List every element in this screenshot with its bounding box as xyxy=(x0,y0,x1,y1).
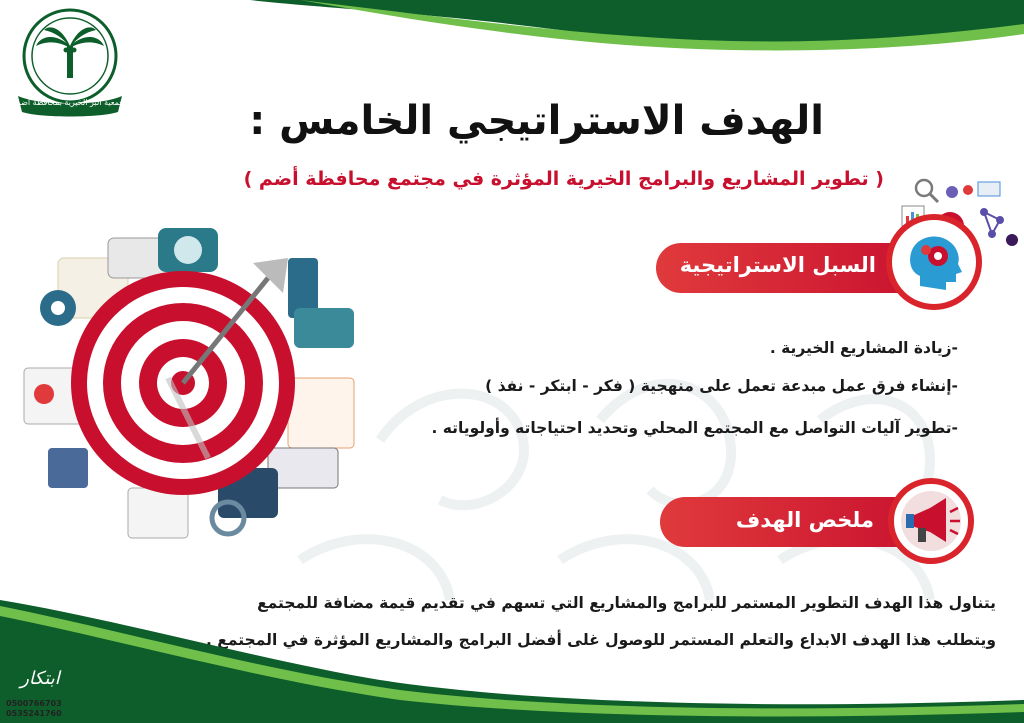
strategy-item: -تطوير آليات التواصل مع المجتمع المحلي وتحديد احتياجاته وأولوياته . xyxy=(431,419,958,437)
brand-signature: ابتكار xyxy=(20,668,60,689)
top-green-wave xyxy=(0,0,1024,60)
phone-number: 0535241760 xyxy=(6,709,62,718)
phone-number: 0500766703 xyxy=(6,699,62,708)
strategies-heading: السبل الاستراتيجية xyxy=(679,253,876,277)
logo-caption: جمعية البر الخيرية بمحافظة أضم xyxy=(15,98,125,107)
summary-line: يتناول هذا الهدف التطوير المستمر للبرامج والمشاريع التي تسهم في تقديم قيمة مضافة للمجتمع xyxy=(257,594,996,612)
head-gears-icon xyxy=(892,220,976,304)
page-subtitle: ( تطوير المشاريع والبرامج الخيرية المؤثرة في مجتمع محافظة أضم ) xyxy=(243,168,884,190)
page-title: الهدف الاستراتيجي الخامس : xyxy=(249,98,824,144)
bottom-green-wave xyxy=(0,600,1024,723)
summary-icon-badge xyxy=(888,478,974,564)
strategies-icon-badge xyxy=(886,214,982,310)
strategy-item: -إنشاء فرق عمل مبدعة تعمل على منهجية ( فكر - ابتكر - نفذ ) xyxy=(485,377,958,395)
summary-heading: ملخص الهدف xyxy=(735,508,874,532)
target-illustration xyxy=(18,218,368,548)
summary-line: ويتطلب هذا الهدف الابداع والتعلم المستمر للوصول غلى أفضل البرامج والمشاريع المؤثرة في المجتمع . xyxy=(205,631,996,649)
strategy-item: -زيادة المشاريع الخيرية . xyxy=(769,339,958,357)
megaphone-icon xyxy=(894,484,968,558)
